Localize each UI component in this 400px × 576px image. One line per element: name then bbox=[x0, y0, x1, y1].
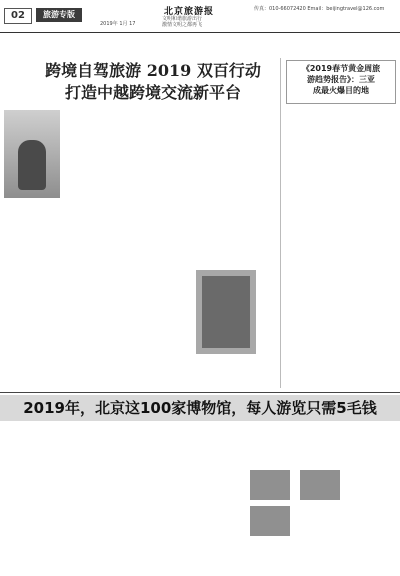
sidebar-article-title bbox=[286, 60, 396, 104]
lower-text-column bbox=[86, 428, 164, 568]
lower-text-column bbox=[168, 428, 244, 568]
section-label: 旅游专版 bbox=[36, 8, 82, 22]
banner-headline: 2019年，北京这100家博物馆，每人游览只需5毛钱 bbox=[0, 395, 400, 421]
sidebar-body-text bbox=[286, 112, 396, 388]
headline-line-1: 跨境自驾旅游 2019 双百行动 bbox=[45, 61, 261, 80]
photo-figure bbox=[18, 140, 46, 190]
lower-photo-1 bbox=[250, 470, 290, 500]
article-photo-2 bbox=[196, 270, 256, 354]
headline-line-2: 打造中越跨境交流新平台 bbox=[64, 83, 241, 102]
paper-name: 北京旅游报 bbox=[164, 7, 215, 17]
body-text-column bbox=[64, 110, 116, 380]
lower-photo-3 bbox=[300, 470, 340, 500]
column-divider bbox=[280, 58, 281, 388]
page-number: 02 bbox=[4, 8, 32, 24]
article-photo bbox=[4, 110, 60, 198]
sidebar-title-line-3: 成最火爆目的地 bbox=[313, 86, 369, 95]
masthead-rule bbox=[0, 32, 400, 33]
lower-photo-2 bbox=[250, 506, 290, 536]
slogan-line-2: 激情文明之都再飞 bbox=[162, 22, 203, 28]
contact-info: 传真：010-66072420 Email：beijingtravel@126.com bbox=[254, 6, 385, 12]
slogan bbox=[162, 16, 202, 28]
main-headline bbox=[30, 60, 276, 104]
sidebar-title-line-2: 游趋势报告》：三亚 bbox=[307, 75, 375, 84]
body-text-column bbox=[4, 206, 60, 380]
photo-inner bbox=[202, 276, 250, 348]
sidebar-title-line-1: 《2019春节黄金周旅 bbox=[301, 64, 381, 73]
body-text-column bbox=[176, 110, 228, 260]
body-text-column bbox=[120, 110, 172, 380]
issue-date: 2019年 1月 17 bbox=[100, 21, 136, 27]
masthead bbox=[0, 0, 400, 52]
section-rule bbox=[0, 392, 400, 393]
lower-text-column bbox=[4, 428, 82, 568]
slogan-line-1: 文明和谐旅游出行 bbox=[162, 16, 203, 22]
